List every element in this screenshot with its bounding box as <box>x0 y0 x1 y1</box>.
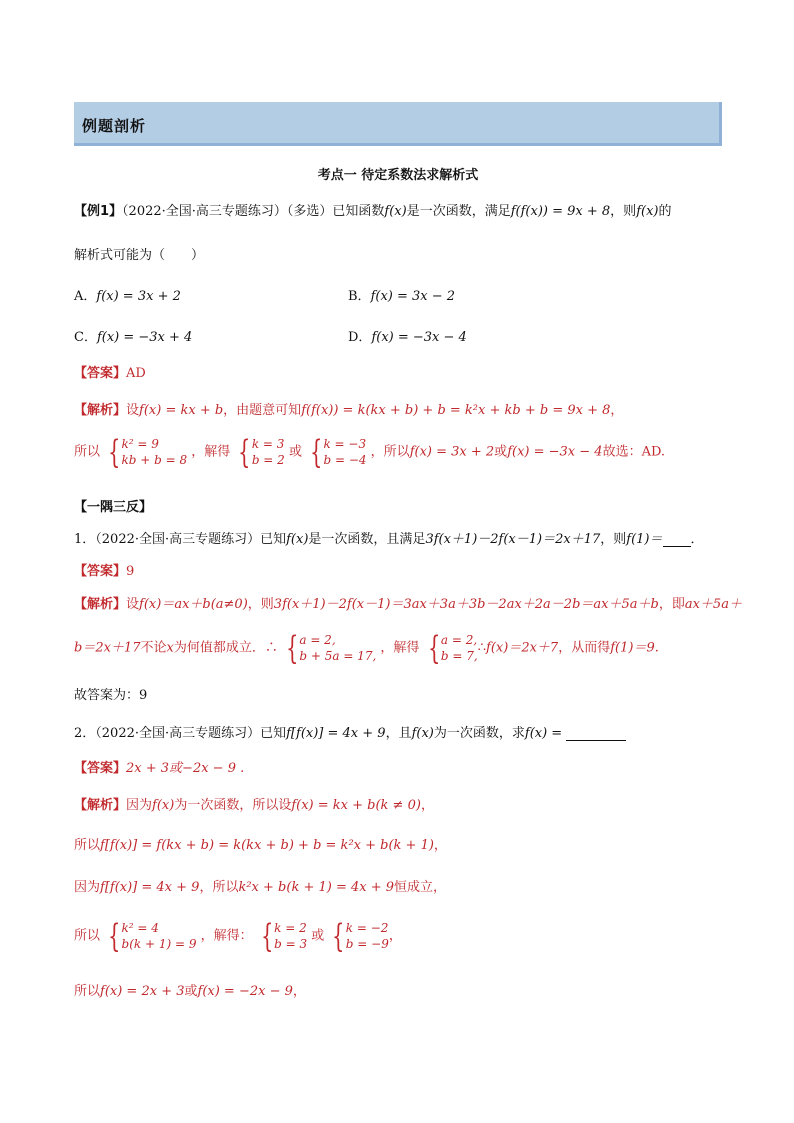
q1-a1m: f(x)＝ax＋b(a≠0) <box>139 597 248 612</box>
ex1-stem-a: 已知函数 <box>332 204 385 219</box>
ex1-option-a <box>74 285 181 304</box>
q1-answer-tag: 【答案】 <box>74 564 127 579</box>
q1-l2m2: f(x)＝2x＋7 <box>486 640 559 656</box>
ex1-a1d: f(f(x)) = k(kx + b) + b = k²x + kb + b = 9x + 8 <box>301 403 611 418</box>
option-b-label: B． <box>348 289 371 304</box>
ex1-analysis-line2 <box>74 433 666 471</box>
q1-blank[interactable] <box>663 546 691 547</box>
ex1-res2: f(x) = −3x − 4 <box>507 444 603 460</box>
ex1-res1: f(x) = 3x + 2 <box>409 444 495 460</box>
q1-a2: ，则 <box>247 597 274 612</box>
q2-l1a: 因为 <box>126 798 153 813</box>
q1-stem-d: ． <box>690 532 704 547</box>
q2-system-3: { k = −2 b = −9 <box>332 917 389 955</box>
ex1-source: （2022·全国·高三专题练习）（多选） <box>122 204 333 219</box>
q2-l3m: f[f(x)] = 4x + 9 <box>100 880 200 895</box>
q1-answer-value: 9 <box>126 564 135 579</box>
q1-fx: f(x) <box>286 532 309 547</box>
ex1-a1e: ， <box>610 403 624 418</box>
sys-row: k = −2 <box>345 921 389 935</box>
sys-row: b = −9 <box>345 937 389 951</box>
q2-l2c: ， <box>433 838 447 853</box>
q2-l4b: ，解得： <box>200 928 253 944</box>
ex1-stem-b: 是一次函数，满足 <box>406 204 511 219</box>
q1-stem-c: ，则 <box>600 532 627 547</box>
q2-l3m2: k²x + b(k + 1) = 4x + 9 <box>238 880 395 895</box>
q2-or: 或 <box>311 928 325 944</box>
q1-stem <box>74 528 704 547</box>
sys-row: b = 2 <box>251 453 285 467</box>
sys-row: kb + b = 8 <box>121 453 188 467</box>
q1-stem-a: 1．（2022·全国·高三专题练习）已知 <box>74 532 287 547</box>
q1-final <box>74 684 147 703</box>
q2-analysis-line1 <box>74 794 434 813</box>
q2-l4a: 所以 <box>74 928 101 944</box>
ex1-stem-line1 <box>74 200 672 219</box>
q2-answer <box>74 757 244 776</box>
q2-l1-fx: f(x) <box>152 798 175 813</box>
option-c-expr: f(x) = −3x + 4 <box>96 330 193 345</box>
q1-l2b: 为何值都成立．∴ <box>173 640 278 656</box>
q2-l5a: 所以 <box>74 984 101 999</box>
option-d-label: D． <box>348 330 372 345</box>
ex1-a2d: 故选：AD. <box>602 444 666 460</box>
ex1-system-3: { k = −3 b = −4 <box>310 433 367 471</box>
q2-l4c: ， <box>388 928 402 944</box>
q1-analysis-line1 <box>74 593 742 612</box>
q1-analysis-line2 <box>74 629 659 667</box>
ex1-option-c <box>74 326 192 345</box>
q2-blank[interactable] <box>566 740 626 741</box>
option-c-label: C． <box>74 330 97 345</box>
q2-system-2: { k = 2 b = 3 <box>260 917 308 955</box>
ex1-ffx-eq: f(f(x)) = 9x + 8 <box>510 204 611 219</box>
q2-l1b: 为一次函数，所以设 <box>174 798 292 813</box>
ex1-stem-c: ，则 <box>610 204 637 219</box>
ex1-a2a: 所以 <box>74 444 101 460</box>
ex1-tag: 【例1】 <box>74 204 123 219</box>
q2-l5b: 或 <box>184 984 198 999</box>
q1-analysis-tag: 【解析】 <box>74 597 127 612</box>
ex1-stem-line2: 解析式可能为（ ） <box>74 248 205 263</box>
q2-system-1: { k² = 4 b(k + 1) = 9 <box>108 917 197 955</box>
ex1-a1b: f(x) = kx + b <box>139 403 224 418</box>
sys-row: b(k + 1) = 9 <box>121 937 197 951</box>
q1-f1: f(1)＝ <box>626 532 663 547</box>
q1-l2d: ∴ <box>477 640 487 656</box>
q1-system-2: { a = 2, b = 7, <box>427 629 478 667</box>
ex1-analysis-tag: 【解析】 <box>74 403 127 418</box>
sys-row: k² = 9 <box>121 437 159 451</box>
q2-answer-value: 2x + 3或−2x − 9 . <box>126 761 245 776</box>
q1-l2m3: f(1)＝9. <box>610 640 659 656</box>
ex1-or-2: 或 <box>494 444 508 460</box>
sys-row: b + 5a = 17, <box>299 649 377 663</box>
q2-stem-b: ，且 <box>385 726 412 741</box>
q1-l2c: ，解得 <box>380 640 420 656</box>
ex1-a2b: ，解得 <box>191 444 231 460</box>
ex1-system-2: { k = 3 b = 2 <box>238 433 285 471</box>
q2-fx: f(x) <box>411 726 434 741</box>
q2-analysis-tag: 【解析】 <box>74 798 127 813</box>
sys-row: k² = 4 <box>121 921 159 935</box>
sys-row: k = 2 <box>274 921 307 935</box>
q1-final-text: 故答案为：9 <box>74 688 148 703</box>
q2-l2m: f[f(x)] = f(kx + b) = k(kx + b) + b = k²x + b(k + 1) <box>100 838 434 853</box>
q1-a1: 设 <box>126 597 140 612</box>
q1-a3: ，即 <box>658 597 685 612</box>
q2-analysis-line5 <box>74 980 306 999</box>
ex1-option-b <box>348 285 455 304</box>
ex1-answer <box>74 362 146 381</box>
q1-l2x: x <box>166 640 174 656</box>
ex1-option-d <box>348 326 467 345</box>
q2-l2a: 所以 <box>74 838 101 853</box>
q2-l3b: ，所以 <box>199 880 239 895</box>
ex1-analysis-line1 <box>74 399 623 418</box>
q2-answer-tag: 【答案】 <box>74 761 127 776</box>
sys-row: b = −4 <box>323 453 367 467</box>
q2-l3a: 因为 <box>74 880 101 895</box>
ex1-answer-value: AD <box>126 366 146 381</box>
group-tag: 【一隅三反】 <box>74 500 153 515</box>
sys-row: b = 7, <box>440 649 478 663</box>
ex1-a1a: 设 <box>126 403 140 418</box>
ex1-answer-tag: 【答案】 <box>74 366 127 381</box>
section-title: 考点一 待定系数法求解析式 <box>317 168 479 183</box>
q1-answer <box>74 560 134 579</box>
banner-title: 例题剖析 <box>82 117 147 135</box>
ex1-a2c: ，所以 <box>370 444 410 460</box>
q2-stem <box>74 722 626 741</box>
q2-ffx: f[f(x)] = 4x + 9 <box>286 726 386 741</box>
section-banner <box>74 102 722 146</box>
ex1-or: 或 <box>288 444 302 460</box>
ex1-fx: f(x) <box>384 204 407 219</box>
q2-fx2: f(x) = <box>524 726 563 741</box>
q2-l5c: ， <box>292 984 306 999</box>
sys-row: k = 3 <box>251 437 285 451</box>
q2-l5m: f(x) = 2x + 3 <box>100 984 185 999</box>
option-b-expr: f(x) = 3x − 2 <box>370 289 456 304</box>
q1-eq: 3f(x＋1)－2f(x－1)＝2x＋17 <box>425 532 601 547</box>
q2-analysis-line3 <box>74 876 446 895</box>
q2-analysis-line4 <box>74 917 402 955</box>
q2-l1c: ， <box>420 798 434 813</box>
q2-l5m2: f(x) = −2x − 9 <box>197 984 293 999</box>
q1-system-1: { a = 2, b + 5a = 17, <box>286 629 377 667</box>
q1-l2e: ，从而得 <box>558 640 611 656</box>
option-a-label: A． <box>74 289 97 304</box>
q2-l1m: f(x) = kx + b(k ≠ 0) <box>291 798 421 813</box>
q1-a2m: 3f(x＋1)－2f(x－1)＝3ax＋3a＋3b－2ax＋2a－2b＝ax＋5a＋b <box>273 597 659 612</box>
q2-analysis-line2 <box>74 834 447 853</box>
sys-row: a = 2, <box>299 633 336 647</box>
ex1-system-1: { k² = 9 kb + b = 8 <box>108 433 188 471</box>
q1-a3m: ax＋5a＋ <box>684 597 742 612</box>
option-d-expr: f(x) = −3x − 4 <box>371 330 467 345</box>
sys-row: k = −3 <box>323 437 367 451</box>
q2-stem-a: 2．（2022·全国·高三专题练习）已知 <box>74 726 287 741</box>
ex1-a1c: ，由题意可知 <box>223 403 302 418</box>
sys-row: b = 3 <box>274 937 308 951</box>
sys-row: a = 2, <box>440 633 478 647</box>
q2-l3c: 恒成立， <box>394 880 447 895</box>
q2-stem-c: 为一次函数，求 <box>433 726 525 741</box>
q1-l2m: b＝2x＋17 <box>74 640 141 656</box>
option-a-expr: f(x) = 3x + 2 <box>96 289 181 304</box>
q1-stem-b: 是一次函数，且满足 <box>308 532 426 547</box>
q1-l2a: 不论 <box>140 640 167 656</box>
ex1-fx-2: f(x) <box>636 204 659 219</box>
ex1-stem-d: 的 <box>658 204 672 219</box>
